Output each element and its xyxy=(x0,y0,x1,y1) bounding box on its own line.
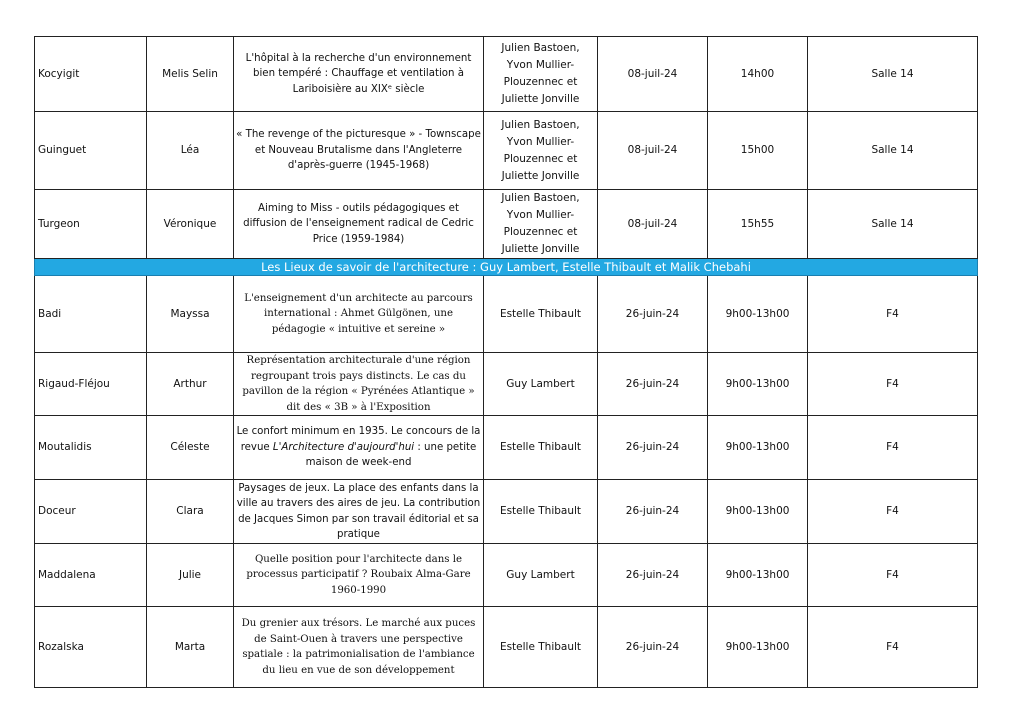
thesis-title: Quelle position pour l'architecte dans le processus participatif ? Roubaix Alma-Gare 1960-1990 xyxy=(234,544,484,607)
defense-room: F4 xyxy=(808,480,978,544)
defense-date: 26-juin-24 xyxy=(598,353,708,416)
student-last-name: Kocyigit xyxy=(35,37,147,112)
defense-room: F4 xyxy=(808,607,978,688)
student-last-name: Rigaud-Fléjou xyxy=(35,353,147,416)
student-last-name: Maddalena xyxy=(35,544,147,607)
defense-room: Salle 14 xyxy=(808,190,978,259)
defense-date: 26-juin-24 xyxy=(598,607,708,688)
defense-date: 26-juin-24 xyxy=(598,276,708,353)
jury-members: Estelle Thibault xyxy=(484,276,598,353)
defense-time: 9h00-13h00 xyxy=(708,607,808,688)
section-title: Les Lieux de savoir de l'architecture : Guy Lambert, Estelle Thibault et Malik Chebahi xyxy=(35,259,978,276)
defense-date: 08-juil-24 xyxy=(598,37,708,112)
thesis-title: Paysages de jeux. La place des enfants dans la ville au travers des aires de jeu. La contribution de Jacques Simon par son travail éditorial et sa pratique xyxy=(234,480,484,544)
jury-members: Guy Lambert xyxy=(484,353,598,416)
table-row xyxy=(35,416,978,480)
thesis-title: L'enseignement d'un architecte au parcours international : Ahmet Gülgönen, une pédagogie « intuitive et sereine » xyxy=(234,276,484,353)
student-first-name: Marta xyxy=(147,607,234,688)
jury-members: Estelle Thibault xyxy=(484,480,598,544)
student-first-name: Léa xyxy=(147,112,234,190)
thesis-title: Du grenier aux trésors. Le marché aux puces de Saint-Ouen à travers une perspective spatiale : la patrimonialisation de l'ambiance du lieu en vue de son développement xyxy=(234,607,484,688)
defense-date: 26-juin-24 xyxy=(598,480,708,544)
defense-date: 08-juil-24 xyxy=(598,190,708,259)
defense-date: 26-juin-24 xyxy=(598,544,708,607)
student-first-name: Véronique xyxy=(147,190,234,259)
defense-room: Salle 14 xyxy=(808,37,978,112)
defense-room: F4 xyxy=(808,544,978,607)
student-last-name: Badi xyxy=(35,276,147,353)
defense-time: 15h00 xyxy=(708,112,808,190)
defense-schedule-table xyxy=(34,36,978,688)
defense-time: 14h00 xyxy=(708,37,808,112)
defense-room: Salle 14 xyxy=(808,112,978,190)
defense-time: 9h00-13h00 xyxy=(708,544,808,607)
section-header-row xyxy=(35,259,978,276)
table-row xyxy=(35,544,978,607)
student-last-name: Rozalska xyxy=(35,607,147,688)
defense-date: 26-juin-24 xyxy=(598,416,708,480)
student-last-name: Doceur xyxy=(35,480,147,544)
jury-members: Estelle Thibault xyxy=(484,607,598,688)
table-row xyxy=(35,480,978,544)
defense-time: 15h55 xyxy=(708,190,808,259)
defense-time: 9h00-13h00 xyxy=(708,353,808,416)
student-first-name: Melis Selin xyxy=(147,37,234,112)
jury-members: Julien Bastoen, Yvon Mullier-Plouzennec et Juliette Jonville xyxy=(484,190,598,259)
thesis-title-part: : une petite maison de week-end xyxy=(305,441,477,469)
table-row xyxy=(35,190,978,259)
thesis-title: « The revenge of the picturesque » - Townscape et Nouveau Brutalisme dans l'Angleterre d'après-guerre (1945-1968) xyxy=(234,112,484,190)
student-first-name: Clara xyxy=(147,480,234,544)
jury-members: Julien Bastoen, Yvon Mullier-Plouzennec et Juliette Jonville xyxy=(484,37,598,112)
defense-room: F4 xyxy=(808,416,978,480)
jury-members: Estelle Thibault xyxy=(484,416,598,480)
thesis-title-italic: L'Architecture d'aujourd'hui xyxy=(272,441,415,453)
defense-time: 9h00-13h00 xyxy=(708,276,808,353)
table-row xyxy=(35,37,978,112)
table-row xyxy=(35,607,978,688)
thesis-title xyxy=(234,416,484,480)
table-row xyxy=(35,353,978,416)
student-last-name: Turgeon xyxy=(35,190,147,259)
jury-members: Julien Bastoen, Yvon Mullier-Plouzennec et Juliette Jonville xyxy=(484,112,598,190)
defense-date: 08-juil-24 xyxy=(598,112,708,190)
student-first-name: Julie xyxy=(147,544,234,607)
defense-time: 9h00-13h00 xyxy=(708,416,808,480)
thesis-title: L'hôpital à la recherche d'un environnement bien tempéré : Chauffage et ventilation à Lariboisière au XIXᵉ siècle xyxy=(234,37,484,112)
defense-time: 9h00-13h00 xyxy=(708,480,808,544)
table-row xyxy=(35,276,978,353)
thesis-title: Aiming to Miss - outils pédagogiques et diffusion de l'enseignement radical de Cedric Price (1959-1984) xyxy=(234,190,484,259)
defense-room: F4 xyxy=(808,276,978,353)
defense-room: F4 xyxy=(808,353,978,416)
thesis-title: Représentation architecturale d'une région regroupant trois pays distincts. Le cas du pavillon de la région « Pyrénées Atlantique » dit des « 3B » à l'Exposition xyxy=(234,353,484,416)
student-first-name: Arthur xyxy=(147,353,234,416)
table-row xyxy=(35,112,978,190)
student-last-name: Guinguet xyxy=(35,112,147,190)
student-last-name: Moutalidis xyxy=(35,416,147,480)
jury-members: Guy Lambert xyxy=(484,544,598,607)
thesis-title-part: Le confort minimum en 1935. Le concours de la revue xyxy=(236,426,481,453)
student-first-name: Mayssa xyxy=(147,276,234,353)
student-first-name: Céleste xyxy=(147,416,234,480)
